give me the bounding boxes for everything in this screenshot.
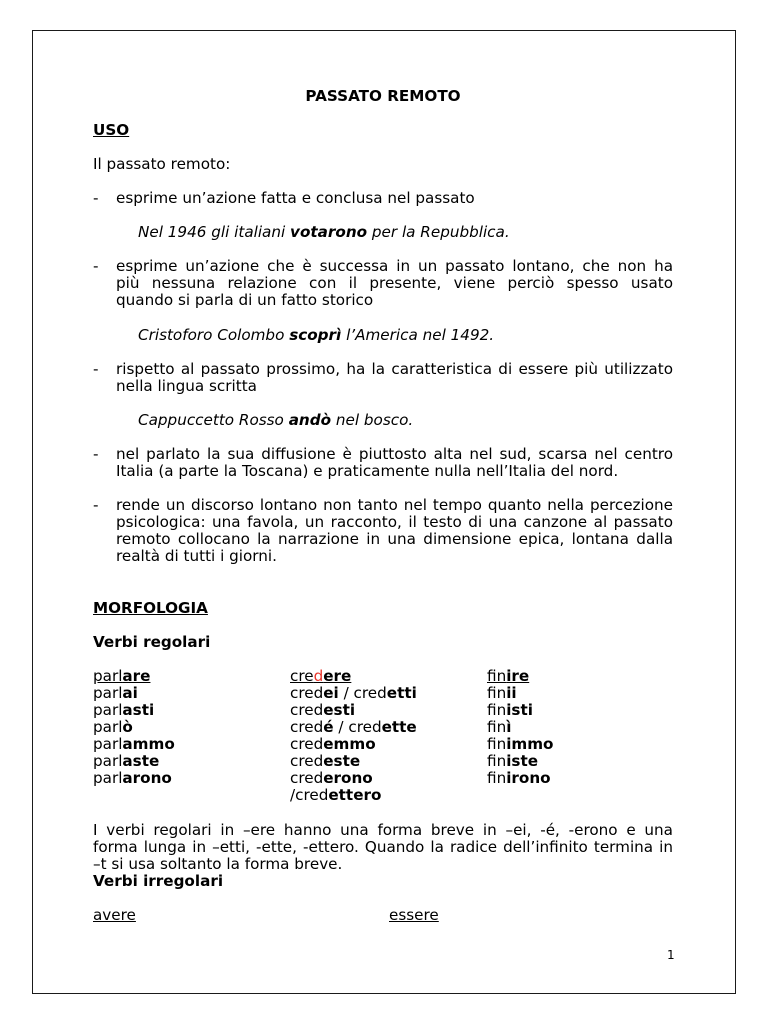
verb-ending: ere [323, 666, 352, 685]
verb-ending: esti [323, 701, 356, 720]
conjugation-form [290, 770, 417, 787]
example-text: l’America nel 1492. [341, 325, 495, 344]
infinitive-credere [290, 668, 417, 685]
verb-stem: fin [487, 769, 507, 788]
example-verb: andò [288, 410, 332, 429]
conjugation-form [290, 702, 417, 719]
verb-stem: parl [93, 735, 123, 754]
verb-stem: cre [290, 666, 314, 685]
bullet-dash: - [93, 496, 99, 515]
bullet-dash: - [93, 359, 99, 378]
subheading-verbi-irregolari: Verbi irregolari [93, 871, 224, 890]
regular-verbs-note [93, 822, 673, 873]
form-separator: / [333, 718, 349, 737]
verb-ending: é [323, 718, 334, 737]
uso-item-text [116, 361, 673, 395]
example-text: Nel 1946 gli italiani [138, 223, 291, 242]
verb-ending: ai [122, 683, 138, 702]
text-line: remoto collocano la narrazione in una dimensione epica, lontana dalla [116, 530, 673, 549]
text-line: realtà di tutti i giorni. [116, 547, 277, 566]
verb-ending: emmo [323, 735, 376, 754]
bullet-dash: - [93, 257, 99, 276]
conjugation-form [93, 753, 175, 770]
uso-item-5 [93, 497, 673, 565]
verb-stem: parl [93, 769, 123, 788]
conjugation-form [290, 736, 417, 753]
verb-stem: cred [348, 718, 382, 737]
verb-stem: fin [487, 701, 507, 720]
section-heading-uso: USO [93, 120, 130, 139]
text-line: più nessuna relazione con il presente, viene perciò spesso usato [116, 274, 673, 293]
verb-stem: cred [353, 683, 387, 702]
verb-ending: ì [506, 718, 512, 737]
verb-column-parlare [93, 668, 175, 787]
example-verb: scoprì [289, 325, 342, 344]
example-sentence-3 [138, 412, 413, 429]
example-sentence-1 [138, 224, 510, 241]
verb-ending: ei [323, 683, 339, 702]
uso-item-1 [93, 190, 673, 207]
example-text: Cristoforo Colombo [138, 325, 290, 344]
text-line: rende un discorso lontano non tanto nel tempo quanto nella percezione [116, 496, 673, 515]
verb-ending: aste [122, 752, 160, 771]
verb-ending: ette [381, 718, 417, 737]
verb-stem: fin [487, 735, 507, 754]
example-text: per la Repubblica. [367, 223, 510, 242]
subheading-verbi-regolari: Verbi regolari [93, 632, 211, 651]
section-heading-morfologia: MORFOLOGIA [93, 598, 208, 617]
verb-stem: parl [93, 701, 123, 720]
verb-stem: parl [93, 666, 123, 685]
conjugation-form [487, 685, 554, 702]
bullet-dash: - [93, 445, 99, 463]
text-line: psicologica: una favola, un racconto, il testo di una canzone al passato [116, 513, 673, 532]
verb-ending: etti [386, 683, 417, 702]
uso-intro: Il passato remoto: [93, 154, 231, 173]
conjugation-form [93, 770, 175, 787]
conjugation-form [487, 736, 554, 753]
text-line: esprime un’azione che è successa in un passato lontano, che non ha [116, 257, 673, 276]
verb-ending: arono [122, 769, 172, 788]
uso-item-text [116, 497, 673, 565]
infinitive-parlare [93, 668, 175, 685]
verb-column-credere [290, 668, 417, 805]
text-line: Italia (a parte la Toscana) e praticamente nulla nell’Italia del nord. [116, 462, 619, 481]
verb-stem: cred [290, 718, 324, 737]
verb-ending: ò [122, 718, 133, 737]
text-line: –t si usa soltanto la forma breve. [93, 854, 343, 873]
verb-stem: cred [290, 769, 324, 788]
verb-ending: ii [506, 683, 517, 702]
verb-stem: fin [487, 683, 507, 702]
text-line: rispetto al passato prossimo, ha la caratteristica di essere più utilizzato [116, 359, 673, 378]
verb-stem: fin [487, 718, 507, 737]
verb-stem: fin [487, 666, 507, 685]
irregular-verb-avere: avere [93, 905, 136, 924]
text-line: nel parlato la sua diffusione è piuttosto alta nel sud, scarsa nel centro [116, 445, 673, 463]
verb-stem: cred [290, 683, 324, 702]
conjugation-form [290, 719, 417, 736]
bullet-dash: - [93, 188, 99, 207]
form-separator: / [338, 683, 354, 702]
text-line: I verbi regolari in –ere hanno una forma breve in –ei, -é, -erono e una [93, 820, 673, 839]
conjugation-form [93, 736, 175, 753]
verb-stem: cred [290, 701, 324, 720]
example-sentence-2 [138, 327, 494, 344]
uso-item-text [116, 446, 673, 480]
conjugation-form [290, 753, 417, 770]
verb-ending: immo [506, 735, 554, 754]
text-line: esprime un’azione fatta e conclusa nel passato [116, 188, 475, 207]
verb-ending: ettero [328, 786, 382, 805]
conjugation-form [487, 702, 554, 719]
text-line: quando si parla di un fatto storico [116, 291, 374, 310]
conjugation-form [93, 719, 175, 736]
verb-ending: iste [506, 752, 539, 771]
verb-stem: cred [290, 752, 324, 771]
example-text: nel bosco. [331, 410, 414, 429]
text-line: forma lunga in –etti, -ette, -ettero. Quando la radice dell’infinito termina in [93, 837, 673, 856]
example-text: Cappuccetto Rosso [138, 410, 289, 429]
verb-ending: ire [506, 666, 530, 685]
verb-stem: parl [93, 683, 123, 702]
verb-ending: irono [506, 769, 551, 788]
uso-item-3 [93, 361, 673, 395]
irregular-verb-essere: essere [389, 905, 439, 924]
highlighted-letter: d [313, 666, 324, 685]
conjugation-form [487, 770, 554, 787]
example-verb: votarono [290, 223, 368, 242]
verb-ending: asti [122, 701, 155, 720]
infinitive-finire [487, 668, 554, 685]
uso-item-2 [93, 258, 673, 309]
verb-stem: fin [487, 752, 507, 771]
text-line: nella lingua scritta [116, 376, 257, 395]
verb-stem: /cred [290, 786, 329, 805]
conjugation-form [93, 702, 175, 719]
conjugation-form [93, 685, 175, 702]
verb-ending: erono [323, 769, 373, 788]
conjugation-form [290, 787, 417, 804]
verb-ending: este [323, 752, 361, 771]
verb-stem: cred [290, 735, 324, 754]
uso-item-text [116, 190, 673, 207]
uso-item-4 [93, 446, 673, 480]
verb-stem: parl [93, 718, 123, 737]
page-title: PASSATO REMOTO [305, 86, 461, 105]
verb-ending: isti [506, 701, 533, 720]
page-number: 1 [667, 948, 675, 962]
conjugation-form [487, 753, 554, 770]
conjugation-form [487, 719, 554, 736]
uso-item-text [116, 258, 673, 309]
verb-stem: parl [93, 752, 123, 771]
verb-ending: are [122, 666, 151, 685]
conjugation-form [290, 685, 417, 702]
verb-column-finire [487, 668, 554, 787]
verb-ending: ammo [122, 735, 175, 754]
